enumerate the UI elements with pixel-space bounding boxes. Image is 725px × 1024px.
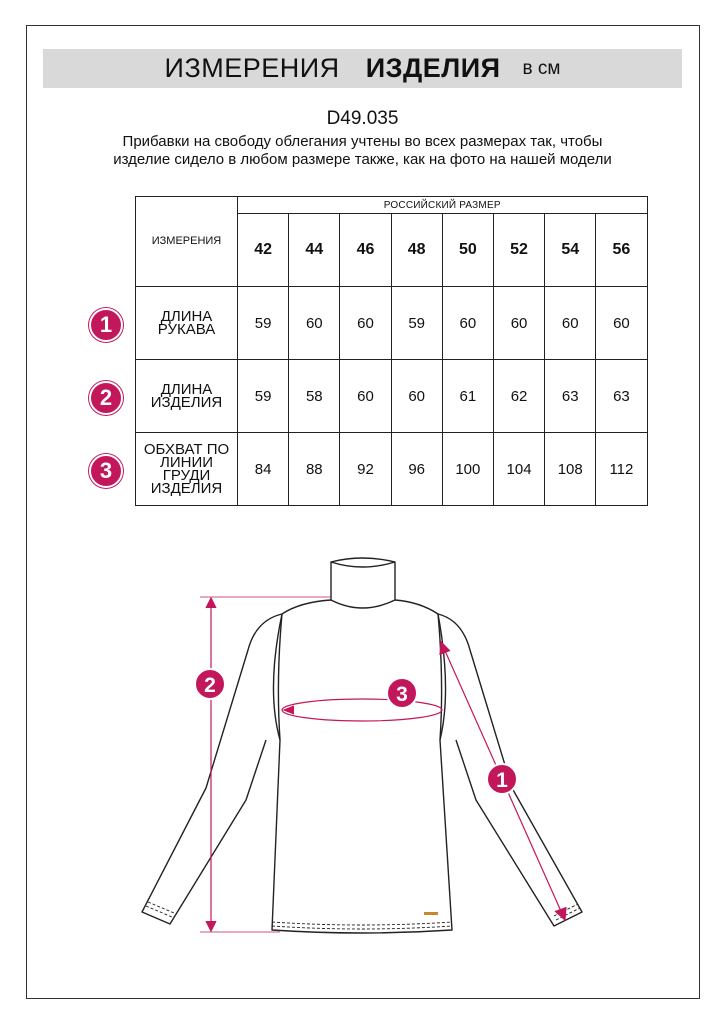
diagram-markers xyxy=(195,669,517,794)
turtleneck-diagram xyxy=(0,540,725,950)
marker-3-label: 3 xyxy=(396,683,408,706)
turtleneck-outline xyxy=(142,558,582,933)
table-cell: 88 xyxy=(289,433,340,506)
size-header: 56 xyxy=(596,214,647,287)
size-header: 44 xyxy=(289,214,340,287)
table-cell: 60 xyxy=(442,287,493,360)
table-cell: 59 xyxy=(238,287,289,360)
table-cell: 60 xyxy=(289,287,340,360)
marker-2 xyxy=(195,669,225,699)
title-bold: ИЗДЕЛИЯ xyxy=(365,53,501,83)
title-bar xyxy=(43,49,682,88)
table-cell: 63 xyxy=(545,360,596,433)
size-header: 50 xyxy=(442,214,493,287)
size-table xyxy=(135,196,648,506)
table-cell: 100 xyxy=(442,433,493,506)
size-header: 46 xyxy=(340,214,391,287)
table-cell: 59 xyxy=(238,360,289,433)
size-header: 52 xyxy=(493,214,544,287)
size-header: 48 xyxy=(391,214,442,287)
table-row xyxy=(136,360,648,433)
table-cell: 62 xyxy=(493,360,544,433)
size-header: 42 xyxy=(238,214,289,287)
table-cell: 60 xyxy=(596,287,647,360)
title-unit: в см xyxy=(522,57,561,79)
table-cell: 60 xyxy=(340,360,391,433)
title-light: ИЗМЕРЕНИЯ xyxy=(164,53,340,83)
table-cell: 84 xyxy=(238,433,289,506)
article-number: D49.035 xyxy=(326,108,399,129)
table-cell: 96 xyxy=(391,433,442,506)
marker-2-label: 2 xyxy=(204,674,216,697)
marker-1 xyxy=(487,764,517,794)
table-cell: 92 xyxy=(340,433,391,506)
marker-1-label: 1 xyxy=(496,769,508,792)
table-cell: 60 xyxy=(340,287,391,360)
fit-note: Прибавки на свободу облегания учтены во всех размерах так, чтобы изделие сидело в любом размере также, как на фото на нашей модели xyxy=(113,133,612,168)
table-cell: 63 xyxy=(596,360,647,433)
table-cell: 60 xyxy=(493,287,544,360)
table-row xyxy=(136,287,648,360)
table-cell: 112 xyxy=(596,433,647,506)
measurement-lines xyxy=(200,597,566,932)
size-group-label: РОССИЙСКИЙ РАЗМЕР xyxy=(238,197,648,214)
table-cell: 61 xyxy=(442,360,493,433)
row-label-sleeve: ДЛИНА РУКАВА xyxy=(136,287,238,360)
row-label-chest: ОБХВАТ ПО ЛИНИИ ГРУДИ ИЗДЕЛИЯ xyxy=(136,433,238,506)
table-row xyxy=(136,433,648,506)
row-badge-3: 3 xyxy=(89,454,123,488)
row-badge-1: 1 xyxy=(89,308,123,342)
table-cell: 60 xyxy=(391,360,442,433)
row-badge-2: 2 xyxy=(89,381,123,415)
marker-3 xyxy=(387,678,417,708)
corner-label: ИЗМЕРЕНИЯ xyxy=(136,197,238,287)
table-cell: 59 xyxy=(391,287,442,360)
table-cell: 58 xyxy=(289,360,340,433)
table-cell: 60 xyxy=(545,287,596,360)
table-cell: 108 xyxy=(545,433,596,506)
row-label-length: ДЛИНА ИЗДЕЛИЯ xyxy=(136,360,238,433)
size-header: 54 xyxy=(545,214,596,287)
table-cell: 104 xyxy=(493,433,544,506)
